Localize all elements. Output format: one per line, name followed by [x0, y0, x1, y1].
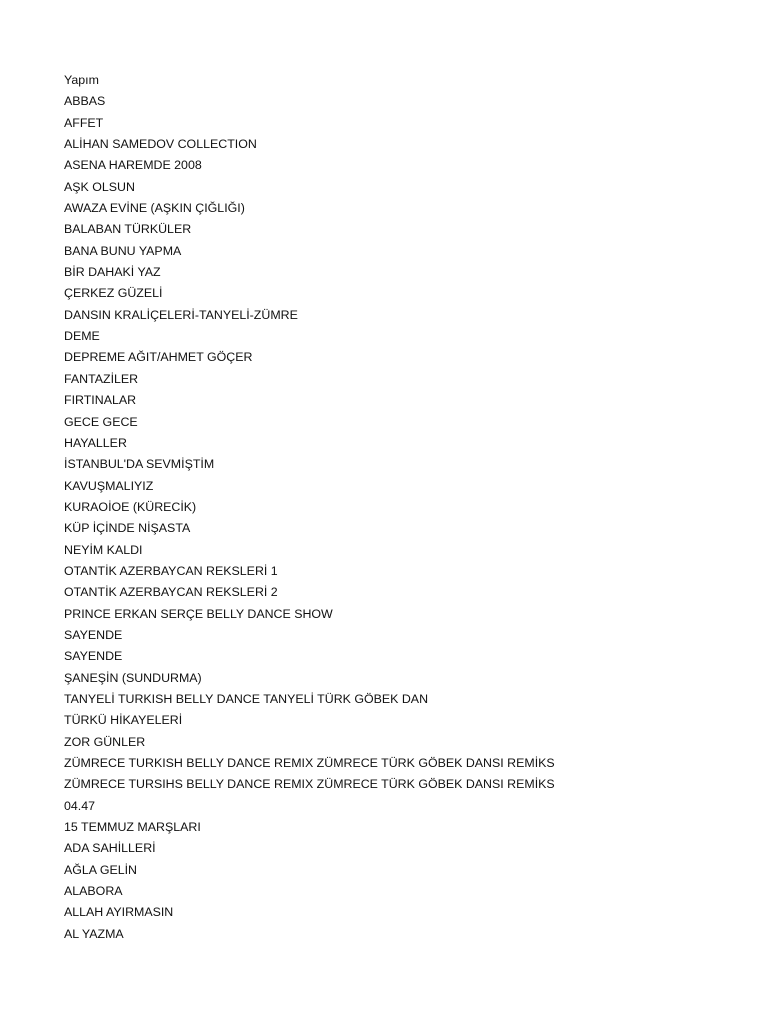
- list-item: ADA SAHİLLERİ: [64, 841, 156, 856]
- list-item: KÜP İÇİNDE NİŞASTA: [64, 521, 191, 536]
- list-item: 04.47: [64, 798, 96, 813]
- list-item: KAVUŞMALIYIZ: [64, 478, 154, 493]
- list-item: SAYENDE: [64, 627, 123, 642]
- list-item: AWAZA EVİNE (AŞKIN ÇIĞLIĞI): [64, 201, 245, 216]
- list-item: HAYALLER: [64, 435, 127, 450]
- list-item: BALABAN TÜRKÜLER: [64, 222, 192, 237]
- list-item: NEYİM KALDI: [64, 542, 143, 557]
- list-item: DEPREME AĞIT/AHMET GÖÇER: [64, 350, 253, 365]
- list-item: PRINCE ERKAN SERÇE BELLY DANCE SHOW: [64, 606, 333, 621]
- list-item: İSTANBUL'DA SEVMİŞTİM: [64, 457, 215, 472]
- list-item: KURAOİOE (KÜRECİK): [64, 499, 197, 514]
- list-item: GECE GECE: [64, 414, 138, 429]
- list-item: BANA BUNU YAPMA: [64, 243, 182, 258]
- list-item: FANTAZİLER: [64, 371, 139, 386]
- list-item: OTANTİK AZERBAYCAN REKSLERİ 2: [64, 585, 278, 600]
- list-item: ÇERKEZ GÜZELİ: [64, 286, 163, 301]
- title-list: [64, 70, 555, 945]
- list-item: ZÜMRECE TURSIHS BELLY DANCE REMIX ZÜMRECE TÜRK GÖBEK DANSI REMİKS: [64, 777, 555, 792]
- list-item: TÜRKÜ HİKAYELERİ: [64, 713, 183, 728]
- list-item: 15 TEMMUZ MARŞLARI: [64, 820, 201, 835]
- list-item: DEME: [64, 329, 100, 344]
- list-item: AŞK OLSUN: [64, 179, 135, 194]
- list-item: AL YAZMA: [64, 926, 124, 941]
- list-item: ALİHAN SAMEDOV COLLECTION: [64, 137, 257, 152]
- list-item: AĞLA GELİN: [64, 862, 138, 877]
- list-item: FIRTINALAR: [64, 393, 137, 408]
- list-item: TANYELİ TURKISH BELLY DANCE TANYELİ TÜRK GÖBEK DAN: [64, 691, 429, 706]
- list-header: Yapım: [64, 73, 99, 87]
- list-item: AFFET: [64, 115, 104, 130]
- list-item: ZOR GÜNLER: [64, 734, 146, 749]
- list-item: ZÜMRECE TURKISH BELLY DANCE REMIX ZÜMRECE TÜRK GÖBEK DANSI REMİKS: [64, 756, 555, 770]
- list-item: ŞANEŞİN (SUNDURMA): [64, 670, 202, 685]
- list-item: ALABORA: [64, 884, 123, 899]
- list-item: ALLAH AYIRMASIN: [64, 905, 174, 920]
- list-item: BİR DAHAKİ YAZ: [64, 265, 161, 280]
- list-item: OTANTİK AZERBAYCAN REKSLERİ 1: [64, 563, 278, 578]
- list-item: ASENA HAREMDE 2008: [64, 158, 202, 173]
- list-item: ABBAS: [64, 94, 106, 109]
- list-item: SAYENDE: [64, 649, 123, 664]
- list-item: DANSIN KRALİÇELERİ-TANYELİ-ZÜMRE: [64, 307, 298, 322]
